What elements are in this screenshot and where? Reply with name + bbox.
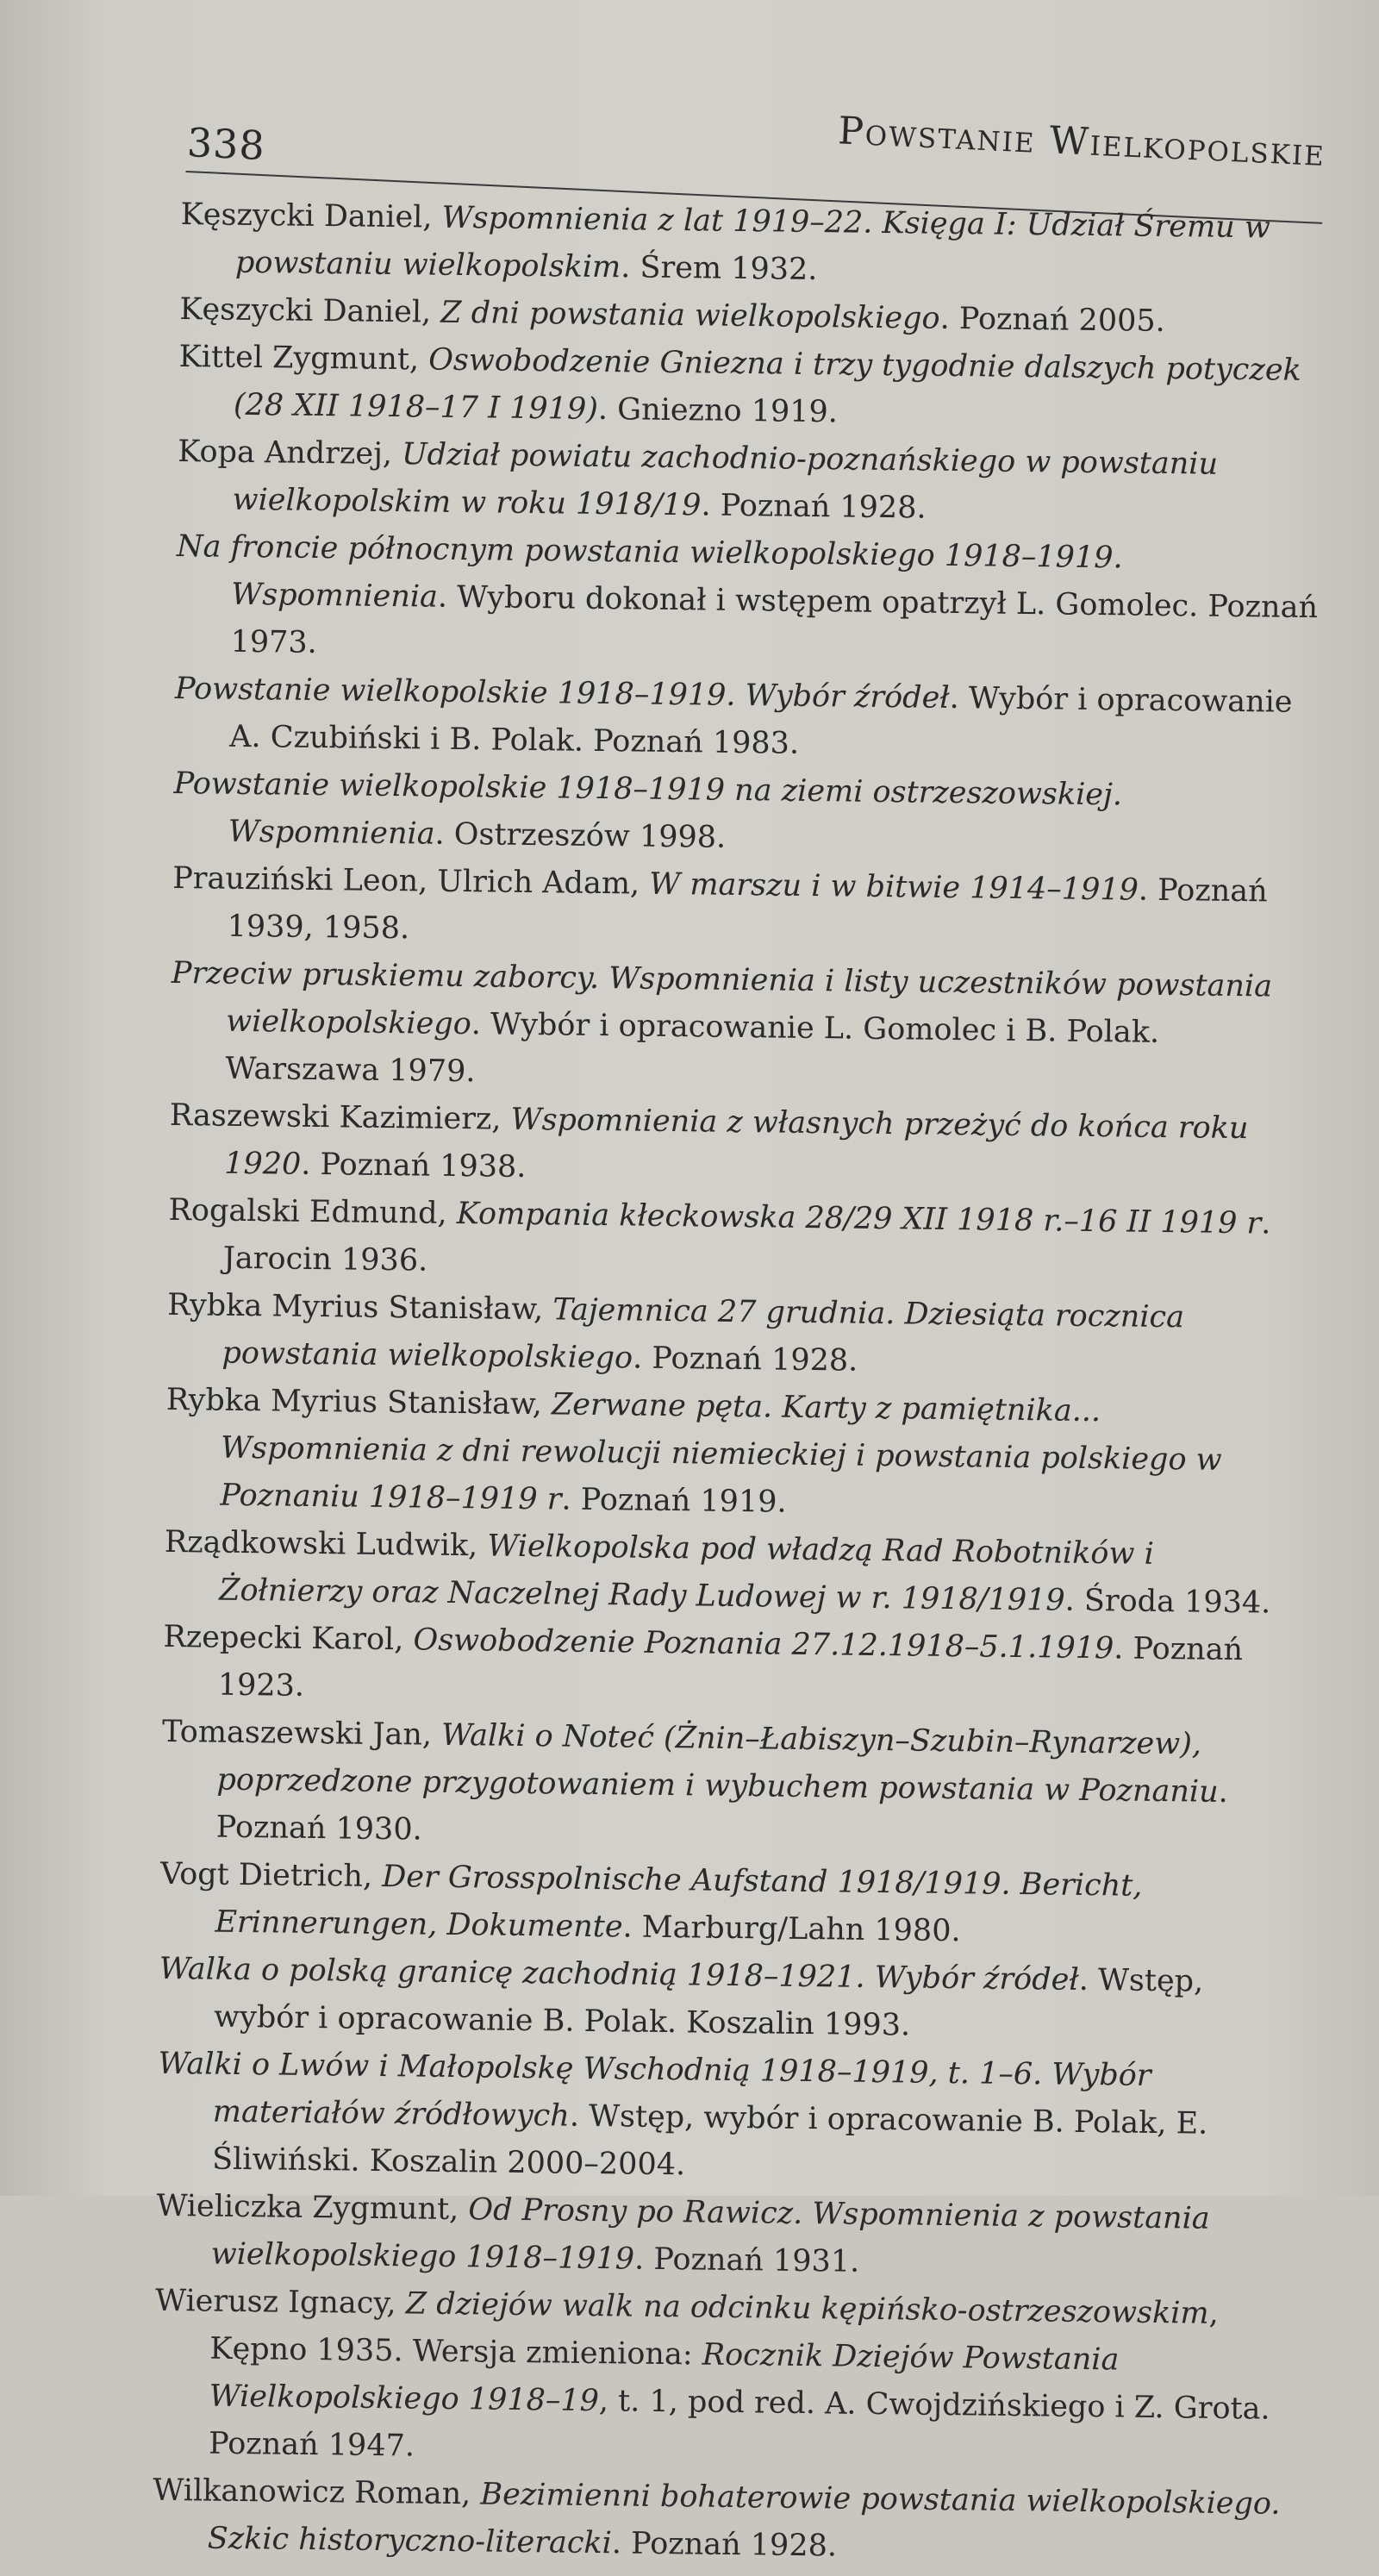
bibliography-entry: Na froncie północnym powstania wielkopolskiego 1918–1919. Wspomnienia. Wyboru dokonał i wstępem opatrzył L. Gomolec. Poznań 1973. xyxy=(176,528,1319,660)
bibliography-entry: Rybka Myrius Stanisław, Zerwane pęta. Karty z pamiętnika... Wspomnienia z dni rewolucji niemieckiej i powstania polskiego w Poznaniu 1918–1919 r. Poznań 1919. xyxy=(165,1382,1222,1520)
bibliography-list xyxy=(152,191,1322,2576)
bibliography-entry: Rządkowski Ludwik, Wielkopolska pod władzą Rad Robotników i Żołnierzy oraz Naczelnej Rady Ludowej w r. 1918/1919. Środa 1934. xyxy=(164,1524,1271,1621)
bibliography-entry: Kęszycki Daniel, Z dni powstania wielkopolskiego. Poznań 2005. xyxy=(179,291,1166,339)
bibliography-entry: Kęszycki Daniel, Wspomnienia z lat 1919–22. Księga I: Udział Śremu w powstaniu wielkopolskim. Śrem 1932. xyxy=(180,197,1271,288)
bibliography-entry: Kittel Zygmunt, Oswobodzenie Gniezna i trzy tygodnie dalszych potyczek (28 XII 1918–17 I 1919). Gniezno 1919. xyxy=(178,339,1302,430)
bibliography-entry: Raszewski Kazimierz, Wspomnienia z własnych przeżyć do końca roku 1920. Poznań 1938. xyxy=(169,1097,1249,1185)
bibliography-entry: Walka o polską granicę zachodnią 1918–1921. Wybór źródeł. Wstęp, wybór i opracowanie B. Polak. Koszalin 1993. xyxy=(159,1951,1204,2043)
bibliography-entry: Tomaszewski Jan, Walki o Noteć (Żnin–Łabiszyn–Szubin–Rynarzew), poprzedzone przygotowaniem i wybuchem powstania w Poznaniu. Poznań 1930. xyxy=(161,1714,1229,1848)
bibliography-entry: Powstanie wielkopolskie 1918–1919. Wybór źródeł. Wybór i opracowanie A. Czubiński i B. Polak. Poznań 1983. xyxy=(174,671,1293,761)
bibliography-entry: Prauziński Leon, Ulrich Adam, W marszu i w bitwie 1914–1919. Poznań 1939, 1958. xyxy=(172,860,1268,947)
bibliography-entry: Przeciw pruskiemu zaborcy. Wspomnienia i listy uczestników powstania wielkopolskiego. Wybór i opracowanie L. Gomolec i B. Polak. Warszawa 1979. xyxy=(171,955,1273,1090)
bibliography-entry: Wierusz Ignacy, Z dziejów walk na odcinku kępińsko-ostrzeszowskim, Kępno 1935. Wersja zmieniona: Rocznik Dziejów Powstania Wielkopolskiego 1918–19, t. 1, pod red. A. Cwojdzińskiego i Z. Grota. Poznań 1947. xyxy=(154,2283,1270,2464)
page-number: 338 xyxy=(185,119,266,170)
bibliography-entry: Powstanie wielkopolskie 1918–1919 na ziemi ostrzeszowskiej. Wspomnienia. Ostrzeszów 1998. xyxy=(173,766,1123,855)
bibliography-entry: Kopa Andrzej, Udział powiatu zachodnio-poznańskiego w powstaniu wielkopolskim w roku 1918/19. Poznań 1928. xyxy=(178,434,1219,526)
bibliography-entry: Rogalski Edmund, Kompania kłeckowska 28/29 XII 1918 r.–16 II 1919 r. Jarocin 1936. xyxy=(168,1192,1271,1279)
bibliography-entry: Rybka Myrius Stanisław, Tajemnica 27 grudnia. Dziesiąta rocznica powstania wielkopolskiego. Poznań 1928. xyxy=(166,1287,1185,1379)
bibliography-entry: Wieliczka Zygmunt, Od Prosny po Rawicz. Wspomnienia z powstania wielkopolskiego 1918–1919. Poznań 1931. xyxy=(156,2188,1210,2279)
bibliography-entry: Wilkanowicz Roman, Bezimienni bohaterowie powstania wielkopolskiego. Szkic historyczno-literacki. Poznań 1928. xyxy=(153,2473,1281,2564)
running-title: Powstanie Wielkopolskie xyxy=(837,109,1326,175)
bibliography-entry: Vogt Dietrich, Der Grosspolnische Aufstand 1918/1919. Bericht, Erinnerungen, Dokumente. Marburg/Lahn 1980. xyxy=(159,1856,1143,1949)
bibliography-entry: Rzepecki Karol, Oswobodzenie Poznania 27.12.1918–5.1.1919. Poznań 1923. xyxy=(163,1619,1244,1704)
bibliography-entry: Walki o Lwów i Małopolskę Wschodnią 1918–1919, t. 1–6. Wybór materiałów źródłowych. Wstęp, wybór i opracowanie B. Polak, E. Śliwiński. Koszalin 2000–2004. xyxy=(158,2046,1208,2183)
